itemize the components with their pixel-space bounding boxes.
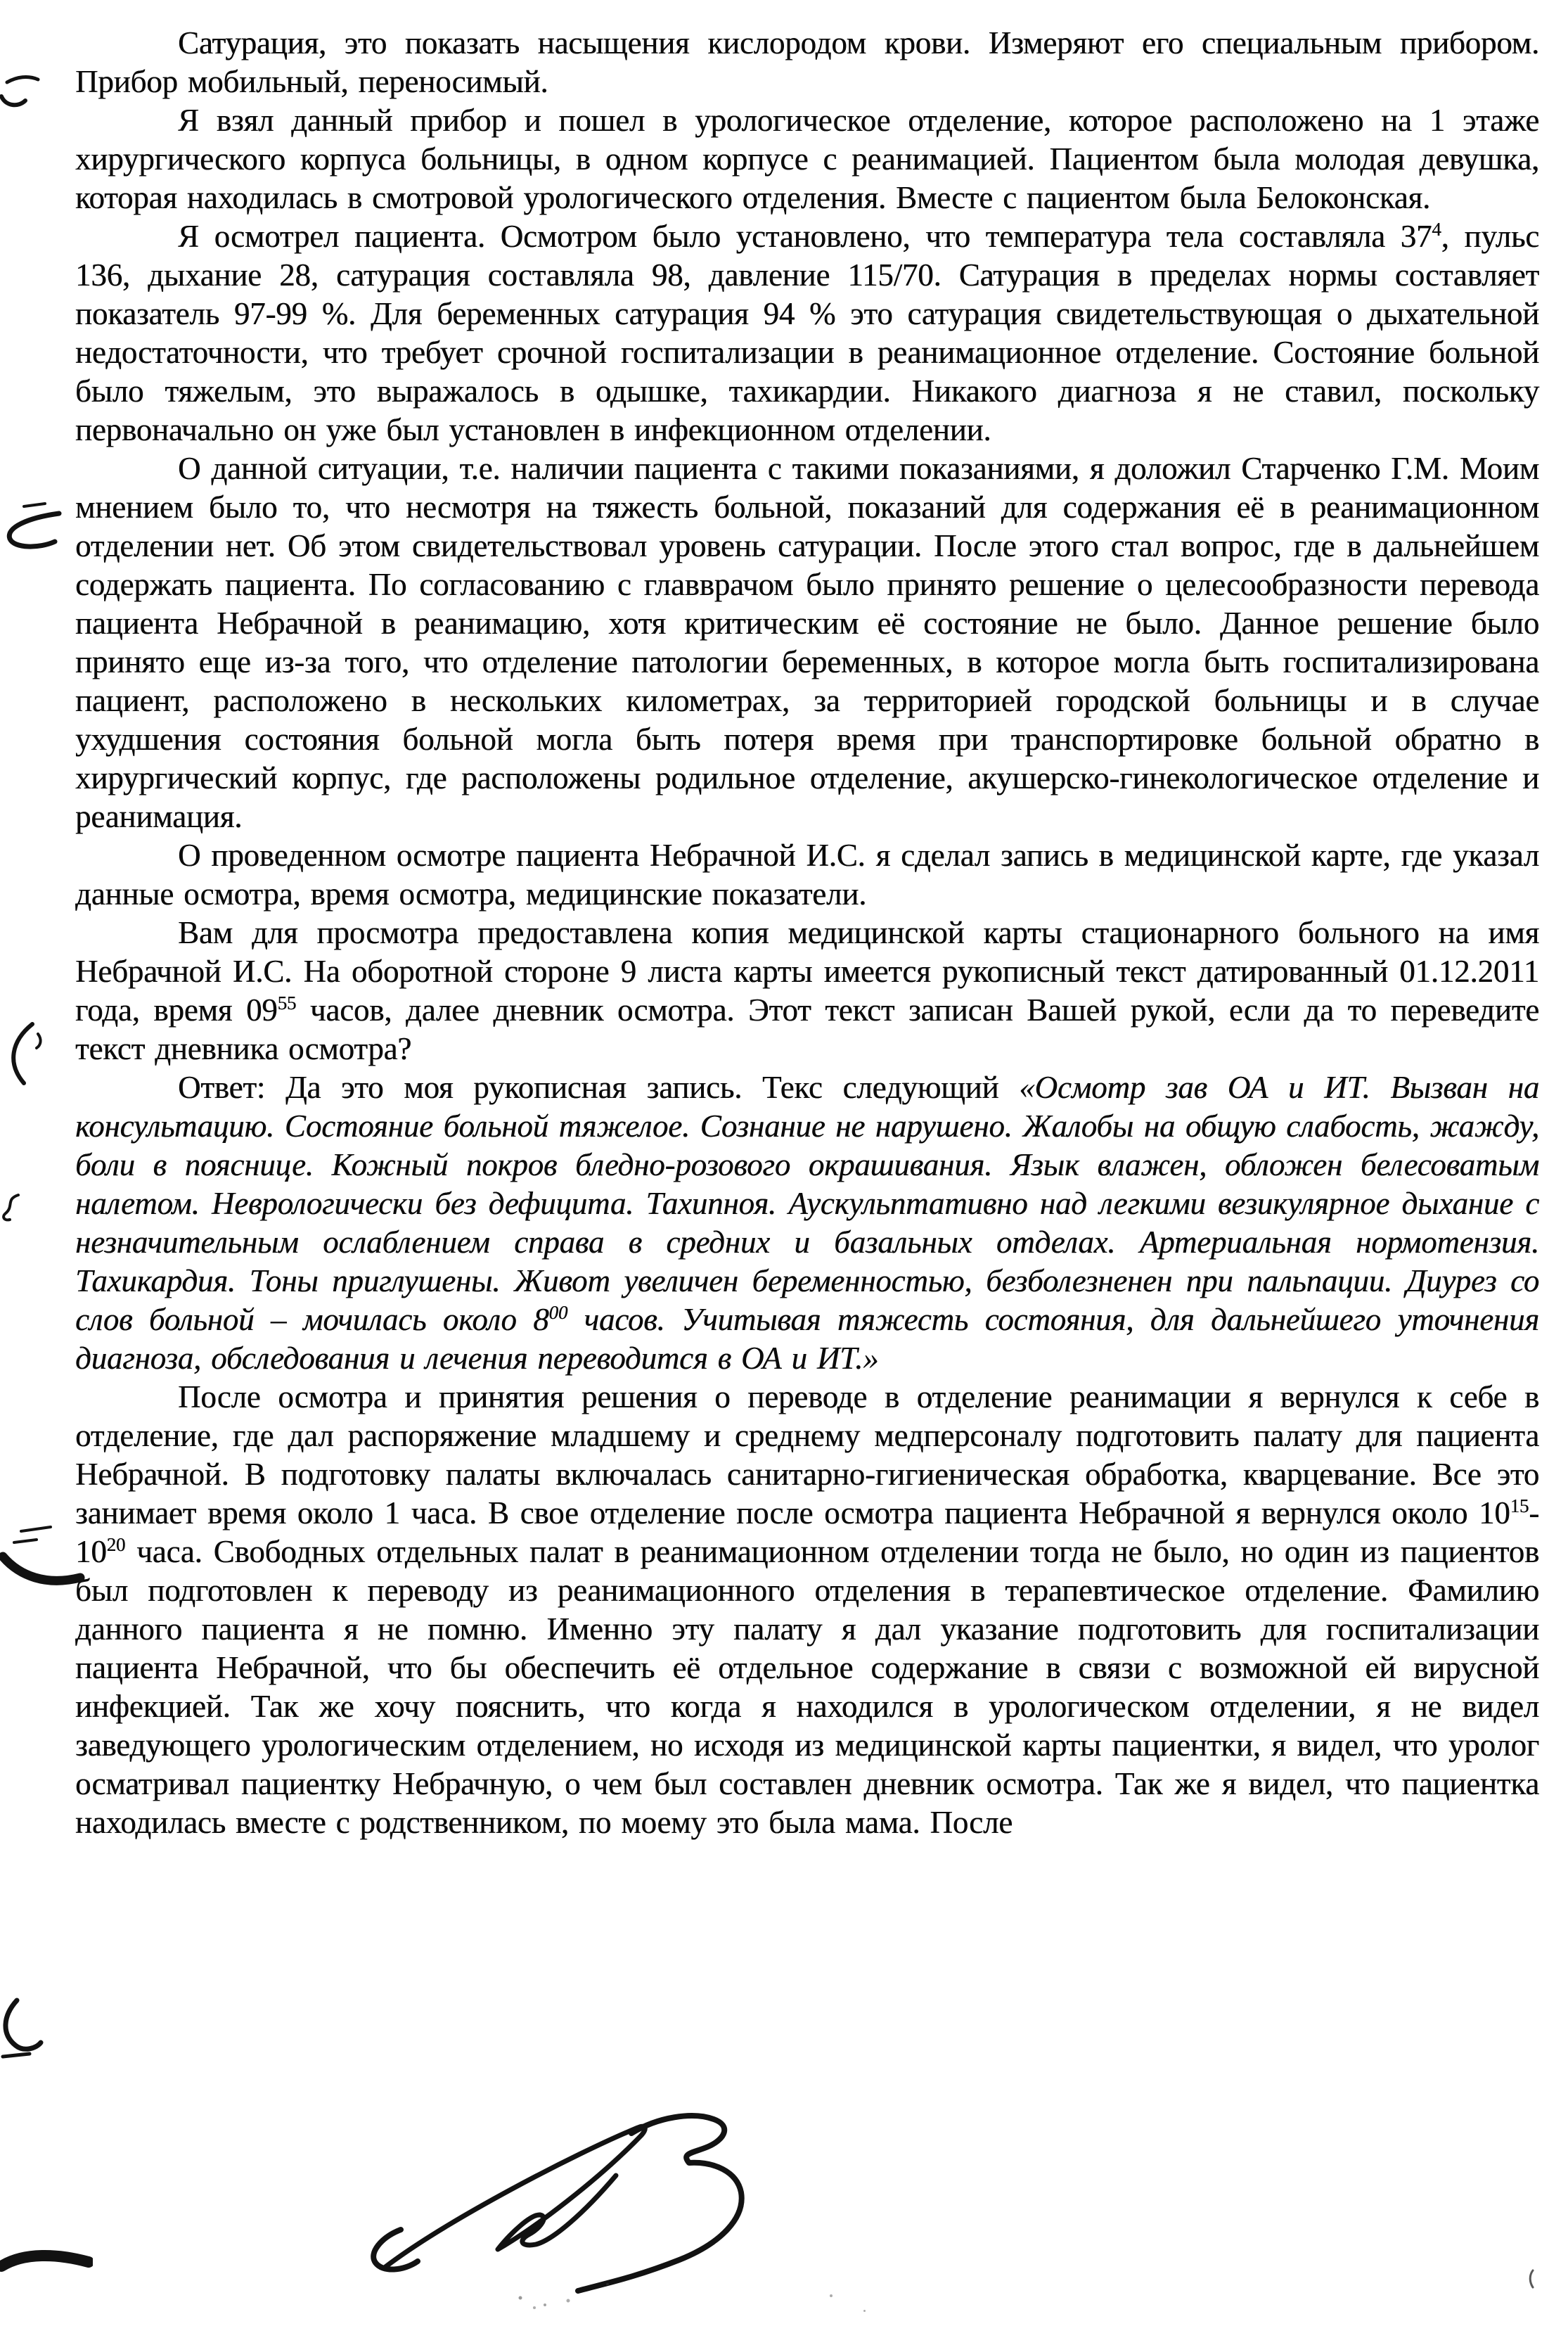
- text-run: Вам для просмотра предоставлена копия медицинской карты стационарного больного на имя Небрачной И.С. На оборотной стороне 9 листа карты имеется рукописный текст датированный 01.12.2011 года, время 09: [75, 915, 1539, 1028]
- text-run: часов. Учитывая тяжесть состояния, для дальнейшего уточнения диагноза, обследования и лечения переводится в ОА и ИТ.»: [75, 1302, 1539, 1376]
- paragraph-8: [75, 1378, 1539, 1842]
- text-run: -10: [75, 1495, 1539, 1569]
- text-run: После осмотра и принятия решения о переводе в отделение реанимации я вернулся к себе в отделение, где дал распоряжение младшему и среднему медперсоналу подготовить палату для пациента Небрачной. В подготовку палаты включалась санитарно-гигиеническая обработка, кварцевание. Все это занимает время около 1 часа. В свое отделение после осмотра пациента Небрачной я вернулся около 10: [75, 1379, 1539, 1531]
- paragraph-1: [75, 24, 1539, 101]
- paragraph-6: [75, 914, 1539, 1068]
- superscript-run: 4: [1432, 219, 1441, 240]
- text-run: Ответ: Да это моя рукописная запись. Текс следующий: [178, 1070, 1020, 1105]
- text-run: , пульс 136, дыхание 28, сатурация составляла 98, давление 115/70. Сатурация в пределах нормы составляет показатель 97-99 %. Для беременных сатурация 94 % это сатурация свидетельствующая о дыхательной недостаточности, что требует срочной госпитализации в реанимационное отделение. Состояние больной было тяжелым, это выражалось в одышке, тахикардии. Никакого диагноза я не ставил, поскольку первоначально он уже был установлен в инфекционном отделении.: [75, 219, 1540, 447]
- paragraph-2: [75, 101, 1539, 217]
- text-run: О данной ситуации, т.е. наличии пациента с такими показаниями, я доложил Старченко Г.М. Моим мнением было то, что несмотря на тяжесть больной, показаний для содержания её в реанимационном отделении нет. Об этом свидетельствовал уровень сатурации. После этого стал вопрос, где в дальнейшем содержать пациента. По согласованию с главврачом было принято решение о целесообразности перевода пациента Небрачной в реанимацию, хотя критическим её состояние не было. Данное решение было принято еще из-за того, что отделение патологии беременных, в которое могла быть госпитализирована пациент, расположено в нескольких километрах, за территорией городской больницы и в случае ухудшения состояния больной могла быть потеря время при транспортировке больной обратно в хирургический корпус, где расположены родильное отделение, акушерско-гинекологическое отделение и реанимация.: [75, 451, 1539, 834]
- scan-speck: [863, 2310, 866, 2312]
- scan-speck: [606, 2283, 609, 2285]
- superscript-run: 15: [1510, 1495, 1529, 1516]
- text-run: часа. Свободных отдельных палат в реанимационном отделении тогда не было, но один из пациентов был подготовлен к переводу из реанимационного отделения в терапевтическое отделение. Фамилию данного пациента я не помню. Именно эту палату я дал указание подготовить для госпитализации пациента Небрачной, что бы обеспечить её отдельное содержание в связи с возможной ей вирусной инфекцией. Так же хочу пояснить, что когда я находился в урологическом отделении, я не видел заведующего урологическим отделением, но исходя из медицинской карты пациентки, я видел, что уролог осматривал пациентку Небрачную, о чем был составлен дневник осмотра. Так же я видел, что пациентка находилась вместе с родственником, по моему это была мама. После: [75, 1534, 1539, 1840]
- text-run: Сатурация, это показать насыщения кислородом крови. Измеряют его специальным прибором. Прибор мобильный, переносимый.: [75, 25, 1539, 99]
- margin-ink-mark: [0, 1523, 86, 1590]
- paragraph-5: [75, 836, 1539, 914]
- margin-ink-mark: [0, 1998, 51, 2062]
- margin-ink-mark: [0, 1192, 30, 1225]
- margin-ink-mark: [0, 501, 65, 558]
- superscript-run: 00: [548, 1302, 568, 1323]
- text-run: Я взял данный прибор и пошел в урологическое отделение, которое расположено на 1 этаже хирургического корпуса больницы, в одном корпусе с реанимацией. Пациентом была молодая девушка, которая находилась в смотровой урологического отделения. Вместе с пациентом была Белоконская.: [75, 103, 1539, 215]
- text-run: «Осмотр зав ОА и ИТ. Вызван на консультацию. Состояние больной тяжелое. Сознание не нарушено. Жалобы на общую слабость, жажду, боли в пояснице. Кожный покров бледно-розового окрашивания. Язык влажен, обложен белесоватым налетом. Неврологически без дефицита. Тахипноя. Аускульптативно над легкими везикулярное дыхание с незначительным ослаблением справа в средних и базальных отделах. Артериальная нормотензия. Тахикардия. Тоны приглушены. Живот увеличен беременностью, безболезненен при пальпации. Диурез со слов больной – мочилась около 8: [75, 1070, 1539, 1337]
- paragraph-7: [75, 1068, 1539, 1378]
- scan-speck: [830, 2294, 833, 2297]
- text-run: часов, далее дневник осмотра. Этот текст записан Вашей рукой, если да то переведите текст дневника осмотра?: [75, 992, 1539, 1066]
- margin-ink-mark: [0, 2244, 93, 2283]
- paragraph-3: [75, 217, 1539, 449]
- superscript-run: 55: [277, 992, 297, 1014]
- margin-ink-mark: [0, 1020, 51, 1092]
- superscript-run: 20: [106, 1534, 126, 1555]
- text-run: О проведенном осмотре пациента Небрачной И.С. я сделал запись в медицинской карте, где указал данные осмотра, время осмотра, медицинские показатели.: [75, 838, 1539, 912]
- text-run: Я осмотрел пациента. Осмотром было установлено, что температура тела составляла 37: [178, 219, 1432, 254]
- paragraph-4: [75, 449, 1539, 836]
- document-body: [75, 24, 1539, 1842]
- margin-ink-mark: [1527, 2269, 1536, 2289]
- margin-ink-mark: [0, 67, 44, 117]
- signature: [302, 2100, 766, 2311]
